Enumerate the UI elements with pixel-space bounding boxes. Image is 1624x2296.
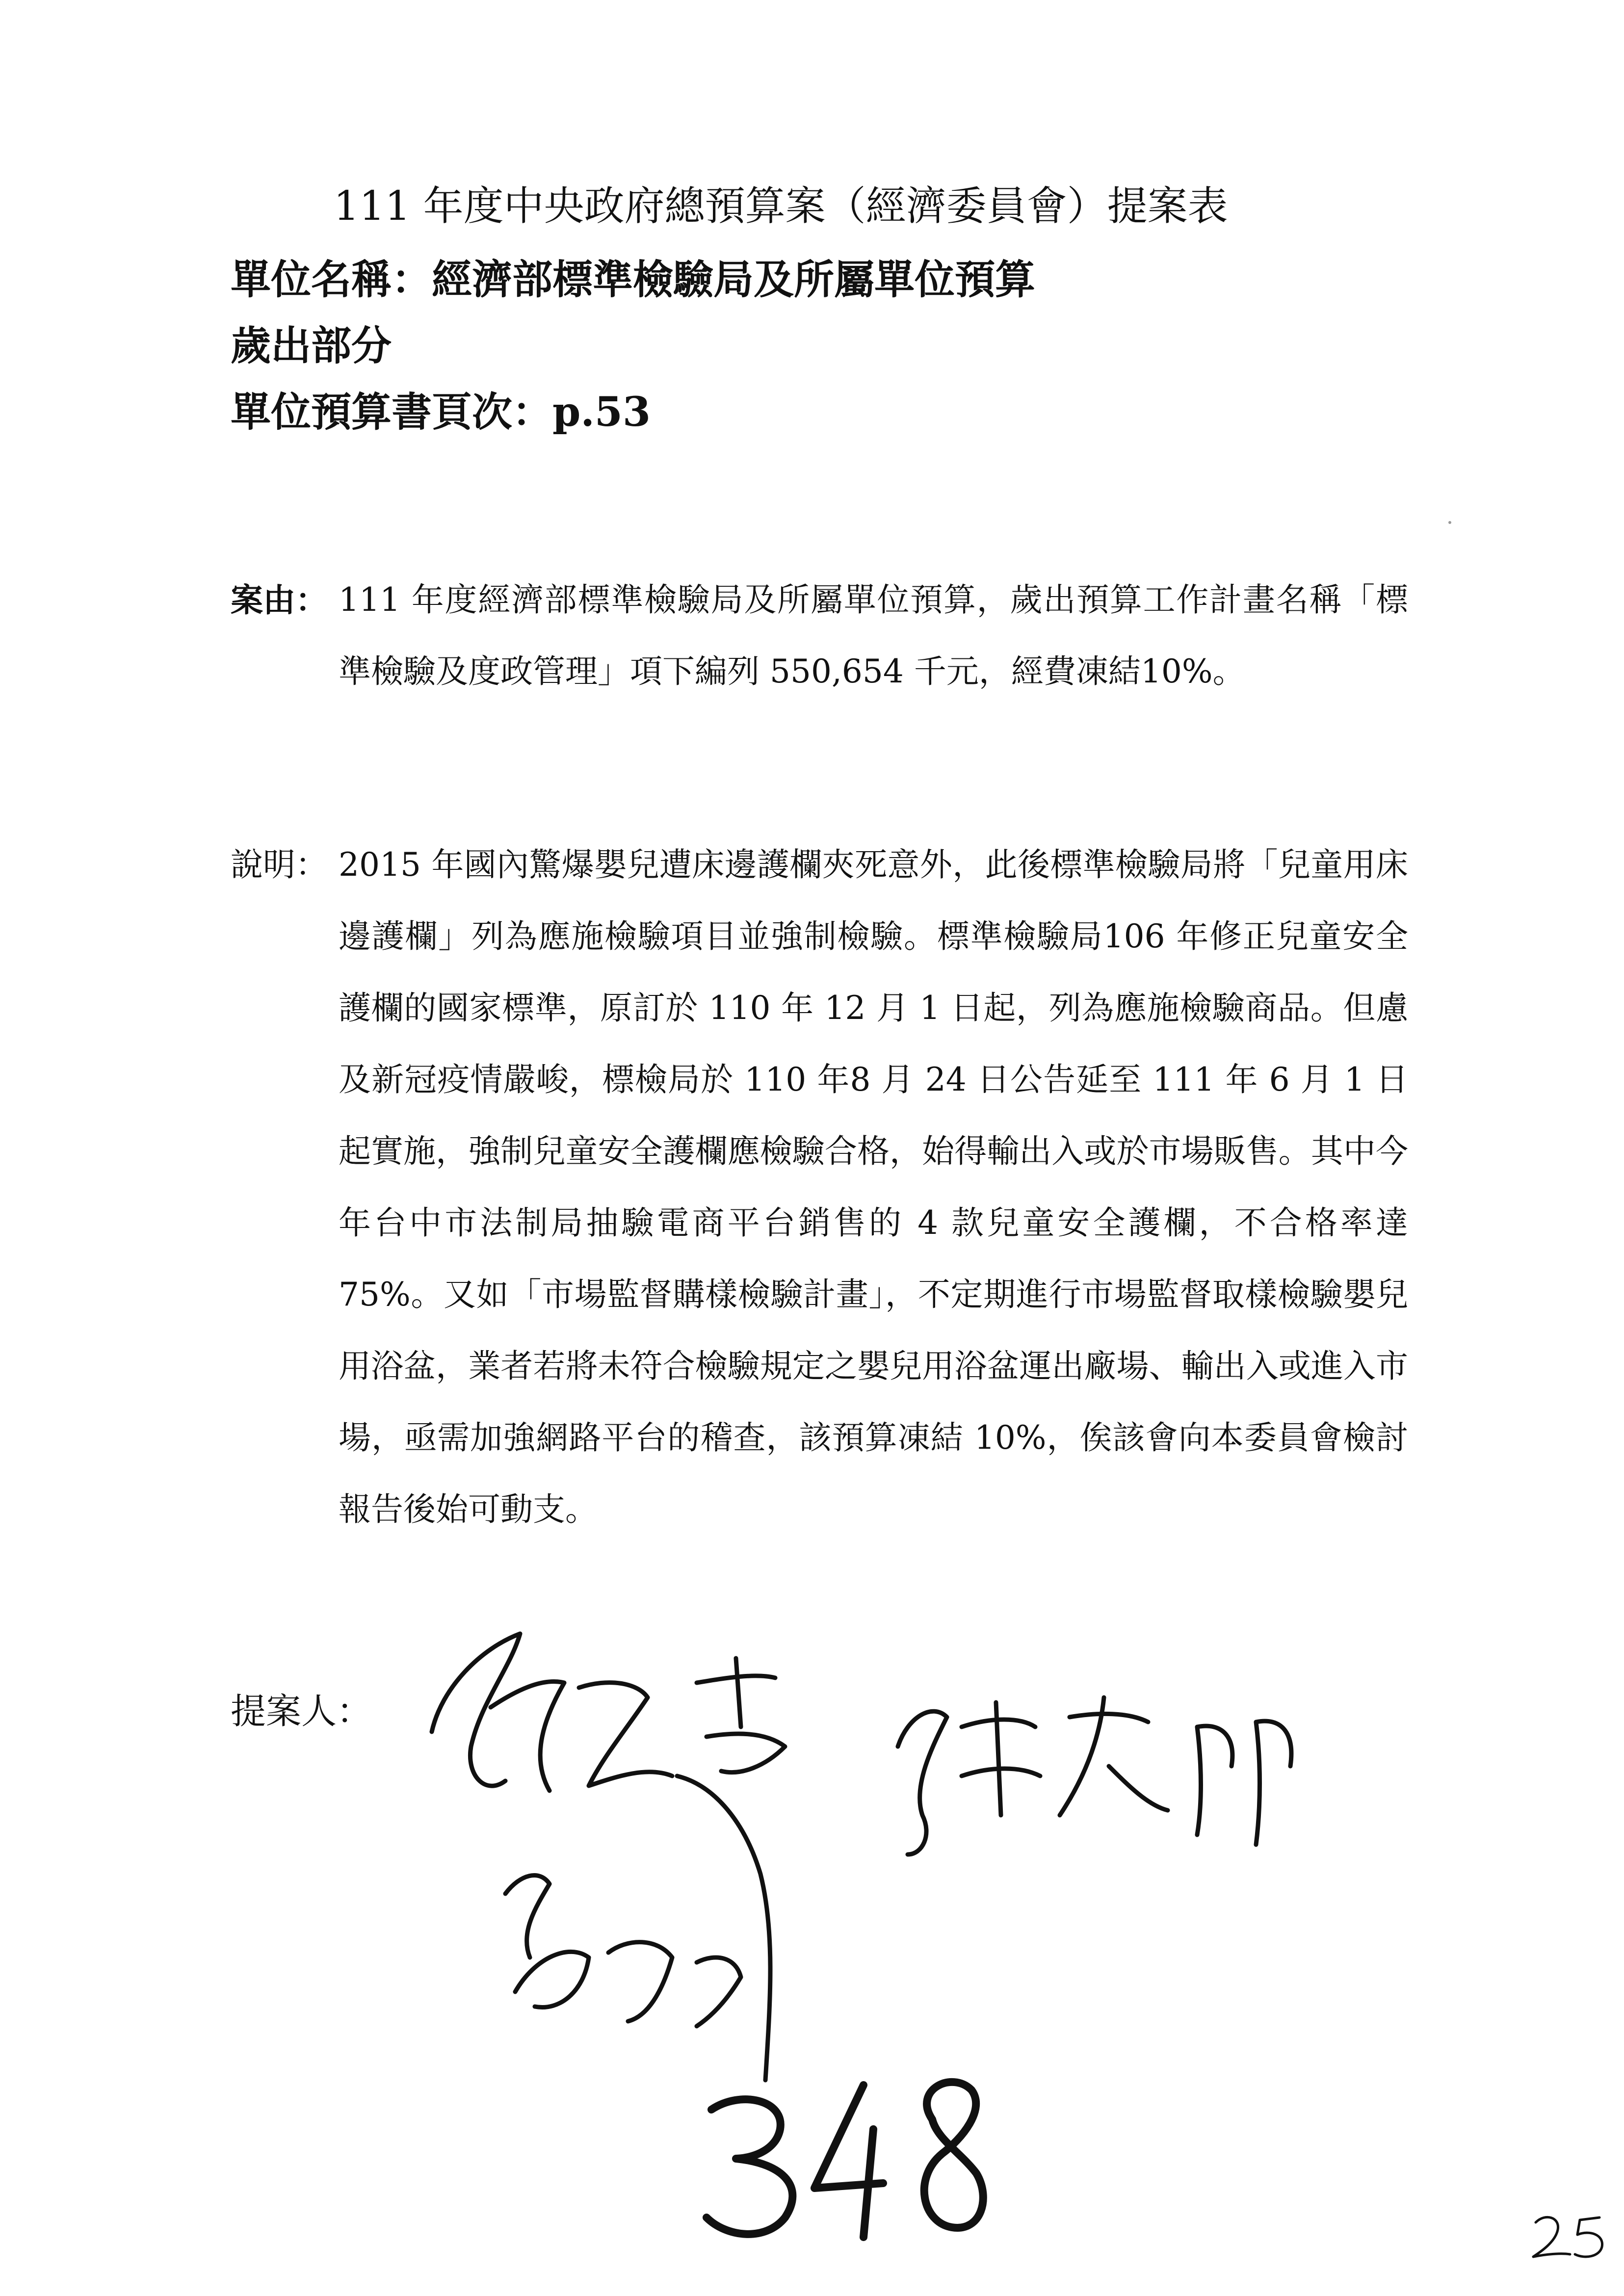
- handwritten-corner-number: [1533, 2217, 1602, 2257]
- handwritten-page-number-text: 348: [849, 2256, 862, 2264]
- handwritten-corner-number-text: 25: [1565, 2275, 1574, 2283]
- handwritten-page-number: [707, 2082, 983, 2237]
- explanation-text: 2015 年國內驚爆嬰兒遭床邊護欄夾死意外，此後標準檢驗局將「兒童用床邊護欄」列為應施檢驗項目並強制檢驗。標準檢驗局106 年修正兒童安全護欄的國家標準，原訂於 110 年 12 月 1 日起，列為應施檢驗商品。但慮及新冠疫情嚴峻，標檢局於 110 年8 月 24 日公告延至 111 年 6 月 1 日起實施，強制兒童安全護欄應檢驗合格，始得輸出入或於市場販售。其中今年台中市法制局抽驗電商平台銷售的 4 款兒童安全護欄，不合格率達 75%。又如「市場監督購樣檢驗計畫」，不定期進行市場監督取樣檢驗嬰兒用浴盆，業者若將未符合檢驗規定之嬰兒用浴盆運出廠場、輸出入或進入市場，亟需加強網路平台的稽查，該預算凍結 10%，俟該會向本委員會檢討報告後始可動支。: [339, 846, 1408, 1528]
- section-type: 歲出部分: [231, 322, 392, 369]
- unit-name: 單位名稱：經濟部標準檢驗局及所屬單位預算: [231, 256, 1036, 303]
- explanation-label: 說明：: [231, 846, 328, 884]
- document-title: 111 年度中央政府總預算案（經濟委員會）提案表: [334, 183, 1228, 230]
- cause-label: 案由：: [231, 581, 328, 619]
- proposer-label: 提案人：: [231, 1691, 372, 1732]
- signature-1: [432, 1634, 785, 1791]
- scan-speck: [1448, 521, 1451, 524]
- signature-2: [898, 1697, 1291, 1854]
- signature-3: [505, 1776, 770, 2080]
- budget-page-ref: 單位預算書頁次：p.53: [231, 389, 651, 436]
- cause-text: 111 年度經濟部標準檢驗局及所屬單位預算，歲出預算工作計畫名稱「標準檢驗及度政管理」項下編列 550,654 千元，經費凍結10%。: [339, 581, 1408, 690]
